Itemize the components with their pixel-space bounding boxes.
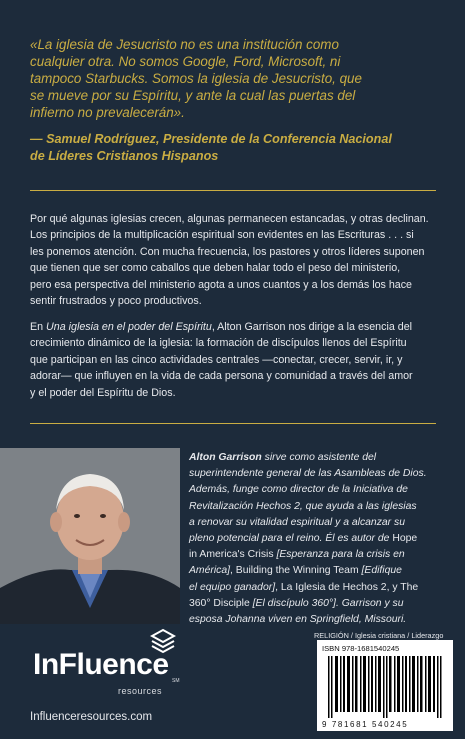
text-line: pero esa perspectiva del ministerio agota a unos cuantos y a los demás los hace bbox=[30, 278, 412, 291]
text-span: , Building the Winning Team bbox=[230, 565, 362, 577]
text-line: sentir frustrados y poco productivos. bbox=[30, 295, 202, 308]
description-paragraph-2 bbox=[30, 319, 440, 401]
text-span: a renovar su vitalidad espiritual y a alcanzar su bbox=[189, 516, 406, 528]
text-span: sirve como asistente del bbox=[261, 452, 377, 463]
text-span: Hope bbox=[392, 533, 418, 545]
publisher-logo: InFluence bbox=[33, 648, 169, 681]
text-line: les ponemos atención. Con mucha frecuencia, los pastores y otros líderes suponen bbox=[30, 245, 425, 258]
text-line bbox=[30, 319, 440, 335]
text-line bbox=[189, 515, 444, 531]
quote-attribution bbox=[30, 131, 440, 165]
publisher-logo-sub: resources bbox=[118, 686, 163, 696]
author-portrait-icon bbox=[0, 448, 180, 624]
text-span: esposa Johanna viven en Springfield, Missouri. bbox=[189, 614, 407, 626]
text-span: in America's Crisis bbox=[189, 549, 277, 561]
text-line: que participan en las cinco actividades centrales —conectar, crecer, servir, ir, y bbox=[30, 353, 403, 366]
text-span: Revitalización Hechos 2, que ayuda a las iglesias bbox=[189, 500, 417, 512]
text-span: el equipo ganador] bbox=[189, 581, 276, 593]
text-line: que tienen que ser como caballos que deben halar todo el peso del ministerio, bbox=[30, 262, 401, 275]
text-line bbox=[189, 563, 444, 579]
text-span: [Esperanza para la crisis en bbox=[276, 549, 405, 561]
text-span: [El discípulo 360°] bbox=[252, 597, 336, 609]
text-line: Por qué algunas iglesias crecen, algunas permanecen estancadas, y otras declinan. bbox=[30, 213, 429, 225]
attribution-line: de Líderes Cristianos Hispanos bbox=[30, 149, 219, 163]
text-line: crecimiento dinámico de la iglesia: la formación de discípulos llenos del Espíritu bbox=[30, 337, 407, 350]
text-span: Además, funge como director de la Iniciativa de bbox=[189, 484, 408, 496]
text-span: superintendente general de las Asambleas de Dios. bbox=[189, 468, 427, 480]
quote-line: tampoco Starbucks. Somos la iglesia de Jesucristo, que bbox=[30, 71, 362, 86]
isbn-label: ISBN 978-1681540245 bbox=[322, 644, 400, 653]
author-photo bbox=[0, 448, 180, 624]
quote-line: se mueve por su Espíritu, y ante la cual las puertas del bbox=[30, 88, 356, 103]
description-paragraph-1 bbox=[30, 211, 440, 309]
publisher-website: Influenceresources.com bbox=[30, 711, 153, 723]
text-line bbox=[189, 580, 444, 596]
text-line bbox=[189, 547, 444, 563]
divider-top bbox=[30, 190, 436, 191]
book-category: RELIGIÓN / Iglesia cristiana / Liderazgo bbox=[314, 631, 444, 640]
text-line: adorar— que influyen en la vida de cada persona y comunidad a través del amor bbox=[30, 370, 413, 383]
barcode-icon bbox=[328, 656, 442, 718]
quote-line: cualquier otra. No somos Google, Ford, Microsoft, ni bbox=[30, 54, 341, 69]
text-line bbox=[189, 596, 444, 612]
text-line bbox=[189, 612, 444, 628]
text-line bbox=[189, 466, 444, 482]
book-title: Una iglesia en el poder del Espíritu bbox=[46, 321, 212, 333]
divider-bottom bbox=[30, 423, 436, 424]
quote-line: «La iglesia de Jesucristo no es una institución como bbox=[30, 37, 339, 52]
attribution-line: — Samuel Rodríguez, Presidente de la Conferencia Nacional bbox=[30, 132, 392, 146]
text-line bbox=[189, 482, 444, 498]
service-mark: SM bbox=[172, 678, 180, 684]
text-span: , La Iglesia de Hechos 2, y The bbox=[275, 581, 419, 593]
barcode-panel bbox=[317, 640, 453, 731]
text-line bbox=[189, 499, 444, 515]
text-line: y el poder del Espíritu de Dios. bbox=[30, 386, 176, 399]
author-bio bbox=[189, 450, 444, 628]
text-line bbox=[189, 450, 444, 466]
text-span: pleno potencial para el reino. Él es autor de bbox=[189, 533, 393, 545]
text-span: [Edifique bbox=[361, 565, 402, 577]
barcode-digits: 9 781681 540245 bbox=[322, 720, 409, 729]
pull-quote bbox=[30, 36, 440, 121]
text-span: América] bbox=[189, 565, 230, 577]
text-line: Los principios de la multiplicación espiritual son evidentes en las Escrituras . . . si bbox=[30, 229, 414, 242]
text-line bbox=[189, 531, 444, 547]
quote-line: infierno no prevalecerán». bbox=[30, 105, 185, 120]
text-span: En bbox=[30, 321, 47, 333]
text-span: . Garrison y su bbox=[335, 597, 404, 609]
text-span: , Alton Garrison nos dirige a la esencia del bbox=[211, 321, 413, 333]
author-name: Alton Garrison bbox=[189, 452, 262, 463]
text-span: 360° Disciple bbox=[189, 597, 253, 609]
